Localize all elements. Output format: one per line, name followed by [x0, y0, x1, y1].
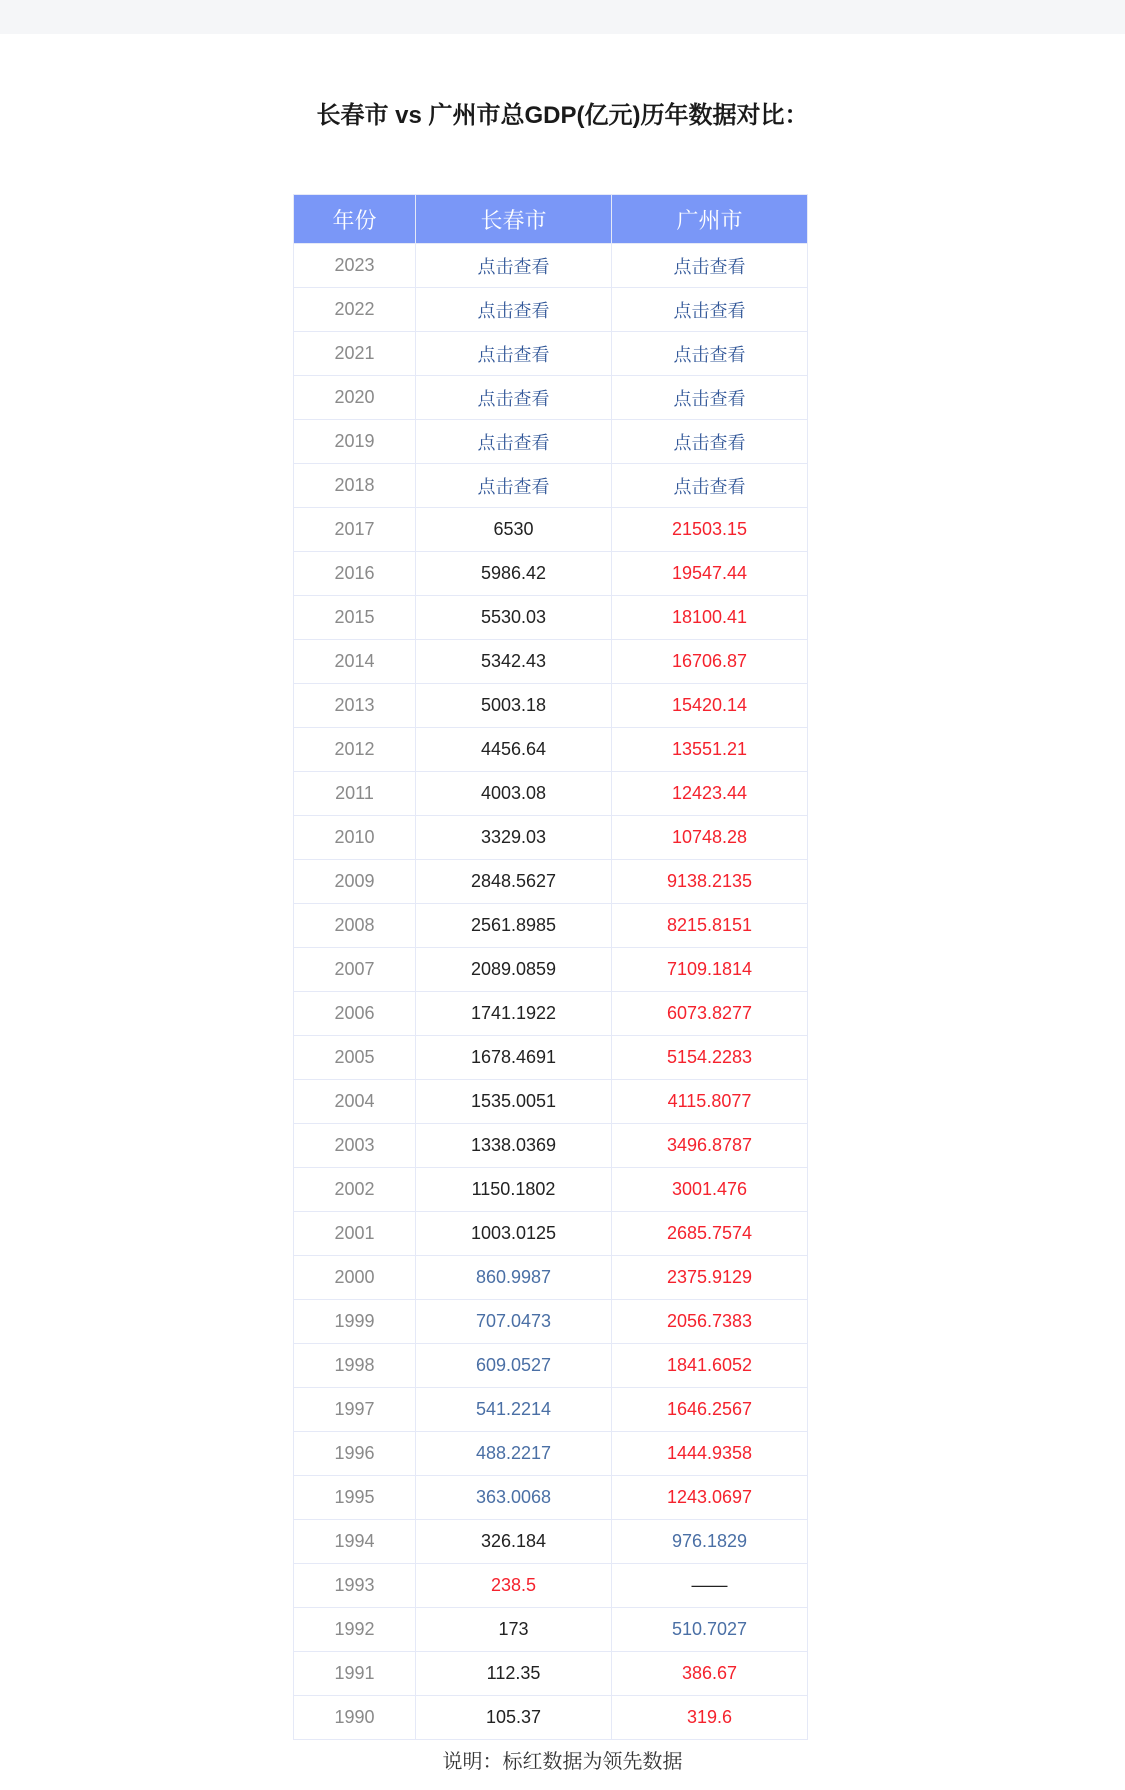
changchun-value-link[interactable]: 点击查看	[416, 420, 612, 464]
changchun-value-cell: 5342.43	[416, 640, 612, 684]
changchun-value-cell: 860.9987	[416, 1256, 612, 1300]
year-cell: 1991	[294, 1652, 416, 1696]
table-row	[294, 772, 808, 816]
year-cell: 2002	[294, 1168, 416, 1212]
changchun-value-cell: 4003.08	[416, 772, 612, 816]
table-row	[294, 596, 808, 640]
guangzhou-value-cell: 18100.41	[612, 596, 808, 640]
guangzhou-value-cell: 3001.476	[612, 1168, 808, 1212]
table-row	[294, 244, 808, 288]
header-year: 年份	[294, 195, 416, 244]
year-cell: 2005	[294, 1036, 416, 1080]
year-cell: 1994	[294, 1520, 416, 1564]
changchun-value-cell: 363.0068	[416, 1476, 612, 1520]
guangzhou-value-link[interactable]: 点击查看	[612, 288, 808, 332]
header-guangzhou: 广州市	[612, 195, 808, 244]
top-bar	[0, 0, 1125, 34]
guangzhou-value-cell: 6073.8277	[612, 992, 808, 1036]
year-cell: 2008	[294, 904, 416, 948]
year-cell: 2006	[294, 992, 416, 1036]
guangzhou-value-cell: 2685.7574	[612, 1212, 808, 1256]
year-cell: 2010	[294, 816, 416, 860]
table-row	[294, 464, 808, 508]
year-cell: 2019	[294, 420, 416, 464]
changchun-value-cell: 5003.18	[416, 684, 612, 728]
table-row	[294, 508, 808, 552]
year-cell: 2020	[294, 376, 416, 420]
table-row	[294, 1080, 808, 1124]
guangzhou-value-cell: 4115.8077	[612, 1080, 808, 1124]
year-cell: 2023	[294, 244, 416, 288]
gdp-comparison-table	[293, 194, 808, 1740]
guangzhou-value-cell: 510.7027	[612, 1608, 808, 1652]
year-cell: 1993	[294, 1564, 416, 1608]
year-cell: 2001	[294, 1212, 416, 1256]
changchun-value-cell: 488.2217	[416, 1432, 612, 1476]
guangzhou-value-cell: 386.67	[612, 1652, 808, 1696]
year-cell: 2015	[294, 596, 416, 640]
table-row	[294, 1212, 808, 1256]
changchun-value-cell: 326.184	[416, 1520, 612, 1564]
year-cell: 1995	[294, 1476, 416, 1520]
year-cell: 1997	[294, 1388, 416, 1432]
table-row	[294, 816, 808, 860]
changchun-value-cell: 5530.03	[416, 596, 612, 640]
year-cell: 2000	[294, 1256, 416, 1300]
page-title: 长春市 vs 广州市总GDP(亿元)历年数据对比：	[316, 102, 809, 129]
changchun-value-cell: 2089.0859	[416, 948, 612, 992]
changchun-value-cell: 2561.8985	[416, 904, 612, 948]
guangzhou-value-link[interactable]: 点击查看	[612, 420, 808, 464]
table-body	[294, 244, 808, 1740]
table-row	[294, 1608, 808, 1652]
guangzhou-value-link[interactable]: 点击查看	[612, 376, 808, 420]
table-row	[294, 992, 808, 1036]
table-row	[294, 1036, 808, 1080]
changchun-value-cell: 238.5	[416, 1564, 612, 1608]
changchun-value-link[interactable]: 点击查看	[416, 288, 612, 332]
guangzhou-value-cell: 3496.8787	[612, 1124, 808, 1168]
changchun-value-cell: 105.37	[416, 1696, 612, 1740]
guangzhou-value-link[interactable]: 点击查看	[612, 332, 808, 376]
table-row	[294, 1432, 808, 1476]
year-cell: 1999	[294, 1300, 416, 1344]
changchun-value-cell: 173	[416, 1608, 612, 1652]
table-row	[294, 552, 808, 596]
changchun-value-cell: 1741.1922	[416, 992, 612, 1036]
changchun-value-link[interactable]: 点击查看	[416, 464, 612, 508]
changchun-value-cell: 609.0527	[416, 1344, 612, 1388]
guangzhou-value-link[interactable]: 点击查看	[612, 244, 808, 288]
footnote: 说明：标红数据为领先数据	[442, 1751, 683, 1773]
guangzhou-value-cell: 10748.28	[612, 816, 808, 860]
table-row	[294, 640, 808, 684]
table-row	[294, 1564, 808, 1608]
guangzhou-value-cell: 9138.2135	[612, 860, 808, 904]
changchun-value-cell: 1678.4691	[416, 1036, 612, 1080]
changchun-value-cell: 5986.42	[416, 552, 612, 596]
changchun-value-cell: 2848.5627	[416, 860, 612, 904]
changchun-value-cell: 1535.0051	[416, 1080, 612, 1124]
table-row	[294, 1652, 808, 1696]
table-row	[294, 1256, 808, 1300]
table-row	[294, 420, 808, 464]
table-row	[294, 1476, 808, 1520]
changchun-value-cell: 1150.1802	[416, 1168, 612, 1212]
guangzhou-value-cell: 1646.2567	[612, 1388, 808, 1432]
year-cell: 2011	[294, 772, 416, 816]
guangzhou-value-cell: 13551.21	[612, 728, 808, 772]
year-cell: 1998	[294, 1344, 416, 1388]
guangzhou-value-cell: 1841.6052	[612, 1344, 808, 1388]
year-cell: 2009	[294, 860, 416, 904]
year-cell: 2016	[294, 552, 416, 596]
year-cell: 2018	[294, 464, 416, 508]
table-row	[294, 1388, 808, 1432]
guangzhou-value-cell: 7109.1814	[612, 948, 808, 992]
year-cell: 2022	[294, 288, 416, 332]
changchun-value-cell: 3329.03	[416, 816, 612, 860]
year-cell: 2012	[294, 728, 416, 772]
guangzhou-value-cell: ——	[612, 1564, 808, 1608]
changchun-value-link[interactable]: 点击查看	[416, 244, 612, 288]
table-row	[294, 288, 808, 332]
guangzhou-value-cell: 5154.2283	[612, 1036, 808, 1080]
header-changchun: 长春市	[416, 195, 612, 244]
table-row	[294, 1520, 808, 1564]
table-header	[294, 195, 808, 244]
year-cell: 2013	[294, 684, 416, 728]
changchun-value-link[interactable]: 点击查看	[416, 376, 612, 420]
table-row	[294, 376, 808, 420]
year-cell: 2014	[294, 640, 416, 684]
changchun-value-link[interactable]: 点击查看	[416, 332, 612, 376]
guangzhou-value-cell: 8215.8151	[612, 904, 808, 948]
table-row	[294, 1344, 808, 1388]
changchun-value-cell: 1338.0369	[416, 1124, 612, 1168]
guangzhou-value-cell: 319.6	[612, 1696, 808, 1740]
changchun-value-cell: 112.35	[416, 1652, 612, 1696]
changchun-value-cell: 1003.0125	[416, 1212, 612, 1256]
guangzhou-value-cell: 2056.7383	[612, 1300, 808, 1344]
guangzhou-value-cell: 19547.44	[612, 552, 808, 596]
year-cell: 2007	[294, 948, 416, 992]
guangzhou-value-cell: 976.1829	[612, 1520, 808, 1564]
year-cell: 1990	[294, 1696, 416, 1740]
table-row	[294, 1124, 808, 1168]
guangzhou-value-link[interactable]: 点击查看	[612, 464, 808, 508]
table-row	[294, 728, 808, 772]
guangzhou-value-cell: 16706.87	[612, 640, 808, 684]
year-cell: 2017	[294, 508, 416, 552]
table-row	[294, 860, 808, 904]
table-row	[294, 1300, 808, 1344]
guangzhou-value-cell: 2375.9129	[612, 1256, 808, 1300]
year-cell: 2021	[294, 332, 416, 376]
guangzhou-value-cell: 1444.9358	[612, 1432, 808, 1476]
table-row	[294, 684, 808, 728]
table-row	[294, 332, 808, 376]
changchun-value-cell: 6530	[416, 508, 612, 552]
changchun-value-cell: 707.0473	[416, 1300, 612, 1344]
table-row	[294, 948, 808, 992]
guangzhou-value-cell: 12423.44	[612, 772, 808, 816]
year-cell: 1996	[294, 1432, 416, 1476]
table-row	[294, 1696, 808, 1740]
guangzhou-value-cell: 15420.14	[612, 684, 808, 728]
guangzhou-value-cell: 1243.0697	[612, 1476, 808, 1520]
year-cell: 1992	[294, 1608, 416, 1652]
table-row	[294, 1168, 808, 1212]
year-cell: 2003	[294, 1124, 416, 1168]
table-row	[294, 904, 808, 948]
changchun-value-cell: 541.2214	[416, 1388, 612, 1432]
header-row	[294, 195, 808, 244]
year-cell: 2004	[294, 1080, 416, 1124]
changchun-value-cell: 4456.64	[416, 728, 612, 772]
guangzhou-value-cell: 21503.15	[612, 508, 808, 552]
